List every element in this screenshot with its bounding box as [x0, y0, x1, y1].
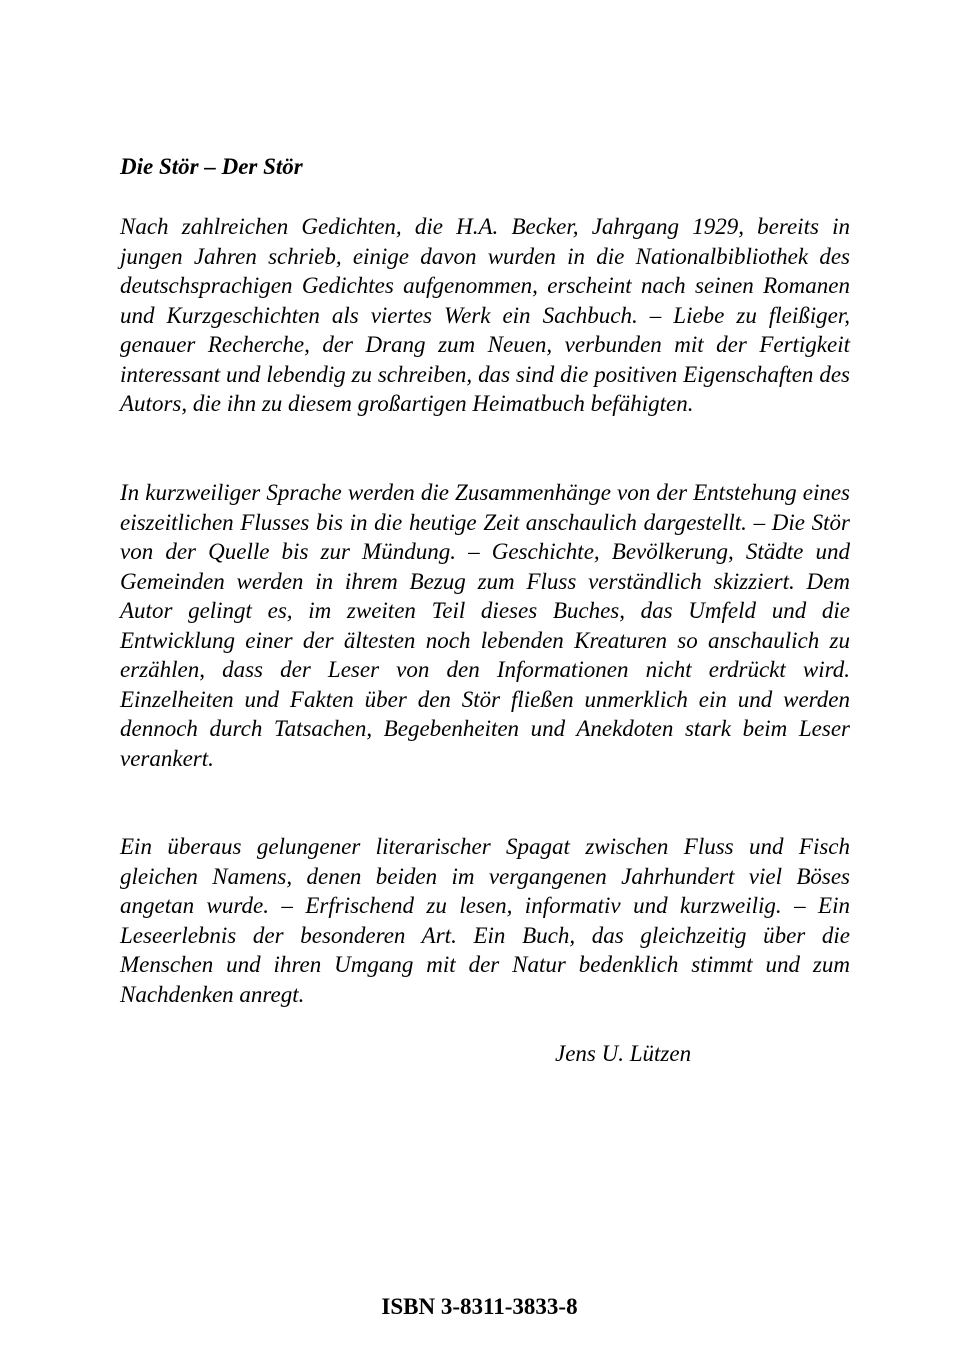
paragraph-2: In kurzweiliger Sprache werden die Zusammenhänge von der Entstehung eines eiszeitlichen Flusses bis in die heutige Zeit anschaulich dargestellt. – Die Stör von der Quelle bis zur Mündung. – Geschichte, Bevölkerung, Städte und Gemeinden werden in ihrem Bezug zum Fluss verständlich skizziert. Dem Autor gelingt es, im zweiten Teil dieses Buches, das Umfeld und die Entwicklung einer der ältesten noch lebenden Kreaturen so anschaulich zu erzählen, dass der Leser von den Informationen nicht erdrückt wird. Einzelheiten und Fakten über den Stör fließen unmerklich ein und werden dennoch durch Tatsachen, Begebenheiten und Anekdoten stark beim Leser verankert.: [120, 480, 850, 771]
document-title: Die Stör – Der Stör: [120, 154, 303, 179]
author-signature: Jens U. Lützen: [555, 1041, 692, 1066]
paragraph-3: Ein überaus gelungener literarischer Spagat zwischen Fluss und Fisch gleichen Namens, denen beiden im vergangenen Jahrhundert viel Böses angetan wurde. – Erfrischend zu lesen, informativ und kurzweilig. – Ein Leseerlebnis der besonderen Art. Ein Buch, das gleichzeitig über die Menschen und ihren Umgang mit der Natur bedenklich stimmt und zum Nachdenken anregt.: [120, 834, 850, 1007]
isbn-number: ISBN 3-8311-3833-8: [381, 1294, 578, 1319]
paragraph-1: Nach zahlreichen Gedichten, die H.A. Becker, Jahrgang 1929, bereits in jungen Jahren schrieb, einige davon wurden in die Nationalbibliothek des deutschsprachigen Gedichtes aufgenommen, erscheint nach seinen Romanen und Kurzgeschichten als viertes Werk ein Sachbuch. – Liebe zu fleißiger, genauer Recherche, der Drang zum Neuen, verbunden mit der Fertigkeit interessant und lebendig zu schreiben, das sind die positiven Eigenschaften des Autors, die ihn zu diesem großartigen Heimatbuch befähigten.: [120, 214, 850, 416]
